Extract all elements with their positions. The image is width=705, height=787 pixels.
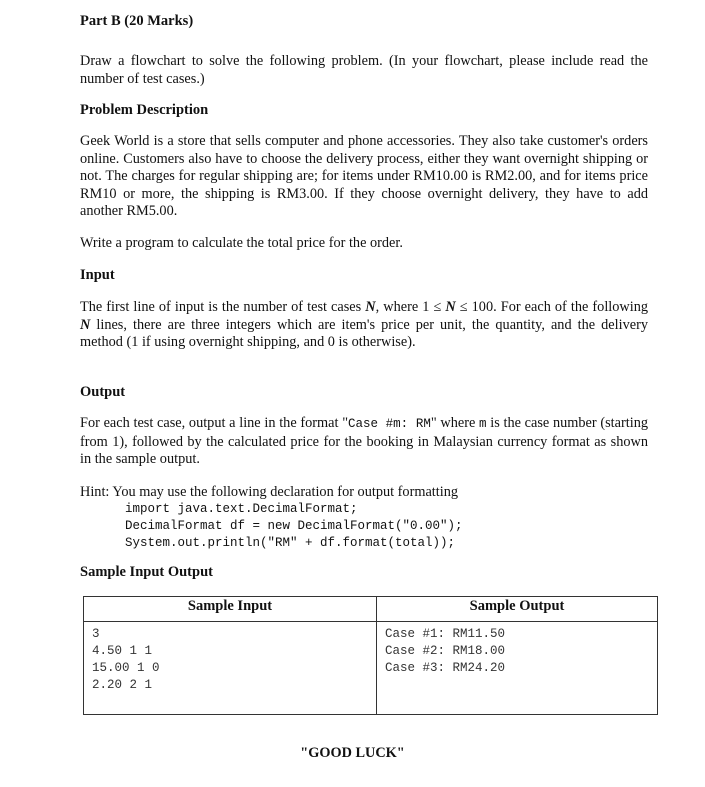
input-text [80,299,648,352]
var-n: N [80,316,91,333]
problem-heading: Problem Description [80,102,209,118]
text: lines, there are three integers which are item's price per unit, the quantity, and the delivery method (1 if using overnight shipping, and 0 is otherwise). [80,316,648,350]
format-code: Case #m: RM [348,417,431,431]
var-n: N [365,299,376,315]
part-title: Part B (20 Marks) [80,13,194,29]
sample-output-cell: Case #1: RM11.50 Case #2: RM18.00 Case #3: RM24.20 [377,622,658,715]
text: The first line of input is the number of test cases [80,299,366,315]
text: ≤ 100. For each of the following [455,299,649,315]
instruction: Draw a flowchart to solve the following problem. (In your flowchart, please include read the number of test cases.) [80,53,648,87]
output-text [80,415,648,469]
header-sample-output: Sample Output [377,597,658,622]
sample-table [83,596,658,715]
text: " where [430,415,480,431]
task-text: Write a program to calculate the total price for the order. [80,235,403,251]
text: For each test case, output a line in the format " [80,415,349,431]
problem-text: Geek World is a store that sells computer and phone accessories. They also take customer's orders online. Customers also have to choose the delivery process, either they want overnight shipping or not. The charges for regular shipping are; for items under RM10.00 is RM2.00, and for items price RM10 or more, the shipping is RM3.00. If they choose overnight delivery, they have to add another RM5.00. [80,133,648,219]
var-n: N [445,299,456,315]
code-line: System.out.println("RM" + df.format(total)); [125,536,456,550]
code-line: DecimalFormat df = new DecimalFormat("0.00"); [125,519,463,533]
text: is the case number (starting from 1), followed by the calculated price for the booking in Malaysian currency format as shown in the sample output. [80,415,649,467]
hint: Hint: You may use the following declaration for output formatting [80,484,459,500]
sample-input-cell: 3 4.50 1 1 15.00 1 0 2.20 2 1 [84,622,377,715]
input-heading: Input [80,267,115,283]
header-sample-input: Sample Input [84,597,377,622]
output-heading: Output [80,384,126,400]
code-line: import java.text.DecimalFormat; [125,502,358,516]
sample-heading: Sample Input Output [80,564,213,580]
var-m: m [479,417,487,431]
text: , where 1 ≤ [375,299,446,315]
closing-text: "GOOD LUCK" [300,745,405,761]
